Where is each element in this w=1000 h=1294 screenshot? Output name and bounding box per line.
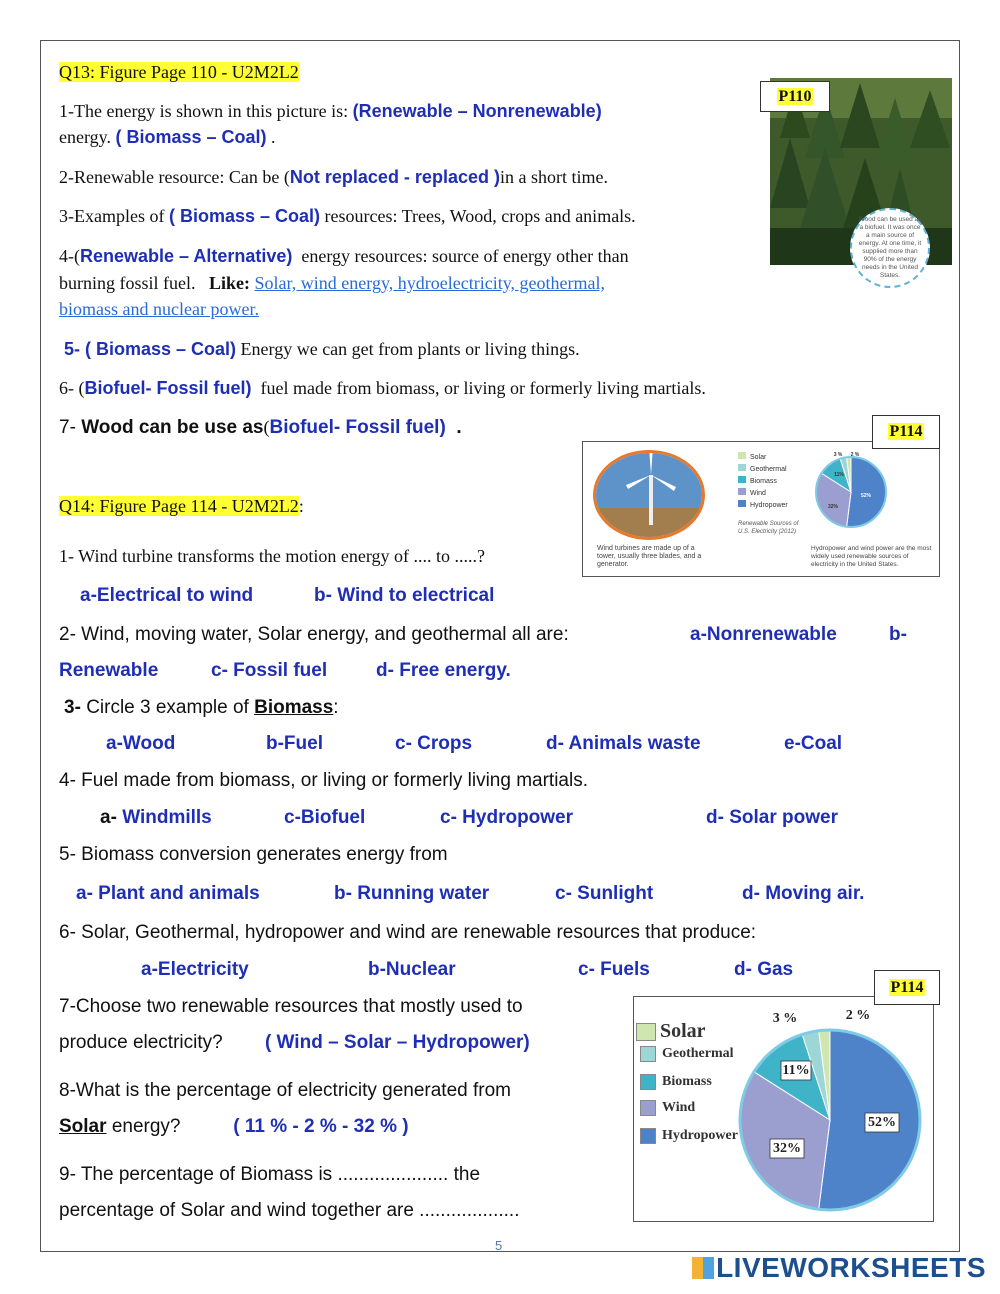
q13-choice-1[interactable]: (Renewable – Nonrenewable) [352,101,602,121]
q14-q3-option-b[interactable]: b-Fuel [266,733,323,754]
q14-q3-option-c[interactable]: c- Crops [395,733,473,754]
q14-q1-option-b[interactable]: b- Wind to electrical [314,585,495,606]
pie-label-geothermal: 3 % [772,1011,798,1026]
q13-line4b: burning fossil fuel. Like: Solar, wind energy, hydroelectricity, geothermal, [59,273,606,293]
pie-label-hydropower: 52% [868,1115,896,1130]
legend-geothermal: Geothermal [636,1046,738,1074]
q14-q5-option-b[interactable]: b- Running water [334,883,490,904]
q13-heading: Q13: Figure Page 110 - U2M2L2 [59,62,299,82]
q14-q9-line2: percentage of Solar and wind together are ................... [59,1200,520,1221]
q13-choice-4[interactable]: Renewable – Alternative) [80,246,293,266]
brand-logo: LIVEWORKSHEETS [692,1252,986,1284]
q13-link-examples[interactable]: Solar, wind energy, hydroelectricity, geothermal, [254,273,606,293]
q13-choice-3[interactable]: ( Biomass – Coal) [168,206,321,226]
q14-q8-line1: 8-What is the percentage of electricity generated from [59,1080,512,1101]
small-chart-title: Renewable Sources of U.S. Electricity (2012) [738,521,799,535]
small-legend: Solar Geothermal Biomass Wind Hydropower [738,452,788,512]
big-legend [636,1020,738,1154]
pie-label-hydropower: 52% [860,493,872,499]
q14-q6-option-a[interactable]: a-Electricity [141,959,249,980]
q14-q3-option-d[interactable]: d- Animals waste [546,733,701,754]
q14-q2: 2- Wind, moving water, Solar energy, and geothermal all are: [59,624,569,645]
q13-choice-6[interactable]: Biofuel- Fossil fuel) [84,378,252,398]
q14-q4-option-b[interactable]: c-Biofuel [284,807,366,828]
legend-solar: Solar [636,1020,738,1046]
q14-q5-option-a[interactable]: a- Plant and animals [76,883,260,904]
q14-q3-option-e[interactable]: e-Coal [784,733,843,754]
q13-choice-7[interactable]: Biofuel- Fossil fuel) [269,417,446,438]
q14-q8-line2: Solar energy? ( 11 % - 2 % - 32 % ) [59,1116,409,1137]
q14-q6: 6- Solar, Geothermal, hydropower and wind are renewable resources that produce: [59,922,757,943]
pie-label-biomass: 11% [834,472,844,478]
small-pie-chart [811,450,891,530]
legend-biomass: Biomass [636,1074,738,1100]
q13-line3: 3-Examples of ( Biomass – Coal) resources: Trees, Wood, crops and animals. [59,206,636,226]
p110-tag: P110 [760,81,830,112]
q13-choice-2[interactable]: Not replaced - replaced ) [289,167,500,187]
q14-q4-option-d[interactable]: d- Solar power [706,807,838,828]
p114-tag-a: P114 [872,415,940,449]
pie-slice-hydropower [847,457,886,527]
turbine-caption: Wind turbines are made up of a tower, usually three blades, and a generator. [597,545,702,568]
q13-line6: 6- (Biofuel- Fossil fuel) fuel made from biomass, or living or formerly living martials. [59,378,706,398]
big-pie-chart [730,1004,930,1214]
q13-line4c [59,299,259,320]
q14-q3-option-a[interactable]: a-Wood [106,733,176,754]
q14-heading: Q14: Figure Page 114 - U2M2L2: [59,496,304,516]
q14-q4-option-c[interactable]: c- Hydropower [440,807,574,828]
legend-hydropower: Hydropower [636,1128,738,1154]
q14-q2-option-a[interactable]: a-Nonrenewable [690,624,837,645]
q14-q7-line1: 7-Choose two renewable resources that mostly used to [59,996,523,1017]
q14-q7-choice[interactable]: ( Wind – Solar – Hydropower) [264,1032,530,1053]
q13-line2: 2-Renewable resource: Can be (Not replaced - replaced )in a short time. [59,167,608,187]
q14-q6-option-c[interactable]: c- Fuels [578,959,650,980]
turbine-photo [593,450,705,540]
q14-q9-line1: 9- The percentage of Biomass is ..................... the [59,1164,481,1185]
q14-q1: 1- Wind turbine transforms the motion energy of .... to .....? [59,546,486,566]
q14-q8-choice[interactable]: ( 11 % - 2 % - 32 % ) [233,1116,409,1137]
q14-q5: 5- Biomass conversion generates energy from [59,844,448,865]
q14-q5-option-d[interactable]: d- Moving air. [742,883,865,904]
pie-label-geothermal: 3 % [833,452,843,458]
q14-q2-option-d[interactable]: d- Free energy. [376,660,511,681]
q14-q5-option-c[interactable]: c- Sunlight [555,883,654,904]
legend-wind: Wind [636,1100,738,1128]
q13-line1b: energy. ( Biomass – Coal) . [59,127,276,147]
q13-line7: 7- Wood can be use as(Biofuel- Fossil fuel) . [59,417,462,438]
q14-q2-option-c[interactable]: c- Fossil fuel [211,660,328,681]
q13-choice-5[interactable]: 5- ( Biomass – Coal) [64,339,237,359]
turbine-tower [649,475,653,525]
pie-label-wind: 32% [773,1141,801,1156]
q14-q3: 3- Circle 3 example of Biomass: [64,697,339,718]
small-chart-caption: Hydropower and wind power are the most widely used renewable sources of electricity in the United States. [811,545,932,568]
forest-caption-bubble: Wood can be used as a biofuel. It was once a main source of energy. At one time, it supplied more than 90% of the energy needs in the United States. [850,208,930,288]
page-number: 5 [495,1238,503,1253]
q13-line5: 5- ( Biomass – Coal) Energy we can get from plants or living things. [64,339,580,359]
turbine-chart-figure [582,441,940,577]
pie-label-biomass: 11% [782,1063,810,1078]
q14-q1-option-a[interactable]: a-Electrical to wind [80,585,254,606]
p114-tag-b: P114 [874,970,940,1005]
q14-q2-option-b[interactable]: b- [889,624,907,645]
pie-label-wind: 32% [827,504,839,510]
q14-q6-option-b[interactable]: b-Nuclear [368,959,456,980]
pie-label-solar: 2 % [850,452,860,458]
q13-line4: 4-(Renewable – Alternative) energy resources: source of energy other than [59,246,629,266]
q14-q4-option-a[interactable]: a- Windmills [100,807,212,828]
q14-q6-option-d[interactable]: d- Gas [734,959,794,980]
q14-q2-option-b-label[interactable]: Renewable [59,660,159,681]
pie-label-solar: 2 % [845,1008,871,1023]
q13-choice-1b[interactable]: ( Biomass – Coal) [115,127,267,147]
q13-link-examples-2[interactable]: biomass and nuclear power. [59,299,259,319]
q13-line1: 1-The energy is shown in this picture is: (Renewable – Nonrenewable) [59,101,602,121]
q14-q4: 4- Fuel made from biomass, or living or formerly living martials. [59,770,588,791]
q14-q7-line2: produce electricity? ( Wind – Solar – Hydropower) [59,1032,530,1053]
